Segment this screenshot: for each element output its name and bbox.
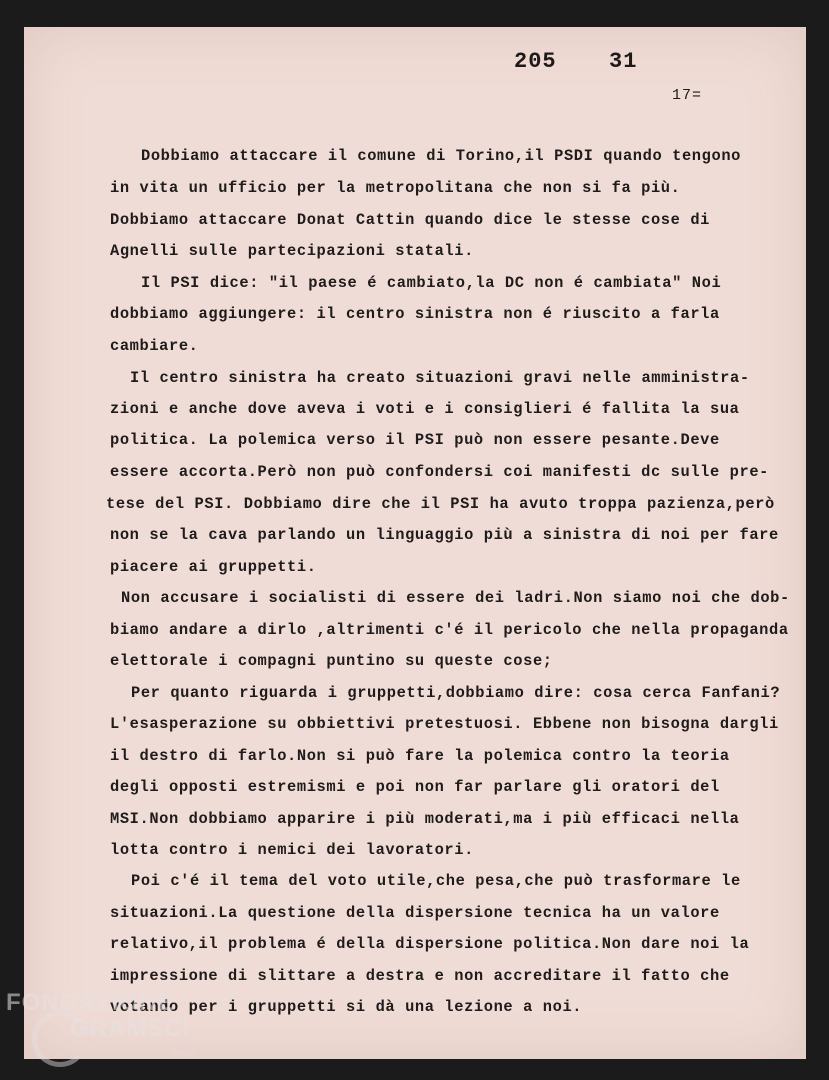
text-line: dobbiamo aggiungere: il centro sinistra non é riuscito a farla: [110, 305, 720, 323]
watermark-line3: onlus: [173, 1048, 195, 1058]
text-line: essere accorta.Però non può confondersi coi manifesti dc sulle pre-: [110, 463, 770, 481]
watermark-line2: GRAMSCI: [70, 1015, 191, 1042]
text-line: Agnelli sulle partecipazioni statali.: [110, 242, 474, 260]
text-line: zioni e anche dove aveva i voti e i consiglieri é fallita la sua: [110, 400, 740, 418]
text-line: Dobbiamo attaccare Donat Cattin quando dice le stesse cose di: [110, 211, 710, 229]
text-line: degli opposti estremismi e poi non far parlare gli oratori del: [110, 778, 720, 796]
text-line: Non accusare i socialisti di essere dei ladri.Non siamo noi che dob-: [121, 589, 790, 607]
text-line: votando per i gruppetti si dà una lezione a noi.: [110, 998, 583, 1016]
text-line: non se la cava parlando un linguaggio più a sinistra di noi per fare: [110, 526, 779, 544]
sheet-number: 31: [609, 49, 638, 74]
fondazione-gramsci-watermark: [0, 985, 220, 1075]
text-line: piacere ai gruppetti.: [110, 558, 317, 576]
text-line: MSI.Non dobbiamo apparire i più moderati,ma i più efficaci nella: [110, 810, 740, 828]
text-line: L'esasperazione su obbiettivi pretestuosi. Ebbene non bisogna dargli: [110, 715, 779, 733]
text-line: il destro di farlo.Non si può fare la polemica contro la teoria: [110, 747, 730, 765]
text-line: in vita un ufficio per la metropolitana che non si fa più.: [110, 179, 681, 197]
text-line: cambiare.: [110, 337, 199, 355]
text-line: politica. La polemica verso il PSI può non essere pesante.Deve: [110, 431, 720, 449]
archive-number: 205: [514, 49, 557, 74]
text-line: Per quanto riguarda i gruppetti,dobbiamo dire: cosa cerca Fanfani?: [131, 684, 781, 702]
text-line: impressione di slittare a destra e non accreditare il fatto che: [110, 967, 730, 985]
paper-edge: [802, 27, 806, 1059]
page-mark: 17=: [672, 87, 703, 104]
text-line: lotta contro i nemici dei lavoratori.: [110, 841, 474, 859]
text-line: Il PSI dice: "il paese é cambiato,la DC non é cambiata" Noi: [141, 274, 722, 292]
watermark-line1: FONDAZIONE: [6, 989, 175, 1016]
text-line: situazioni.La questione della dispersione tecnica ha un valore: [110, 904, 720, 922]
text-line: tese del PSI. Dobbiamo dire che il PSI ha avuto troppa pazienza,però: [106, 495, 775, 513]
text-line: Il centro sinistra ha creato situazioni gravi nelle amministra-: [130, 369, 750, 387]
text-line: relativo,il problema é della dispersione politica.Non dare noi la: [110, 935, 750, 953]
text-line: Dobbiamo attaccare il comune di Torino,il PSDI quando tengono: [141, 147, 741, 165]
text-line: elettorale i compagni puntino su queste cose;: [110, 652, 553, 670]
text-line: Poi c'é il tema del voto utile,che pesa,che può trasformare le: [131, 872, 741, 890]
text-line: biamo andare a dirlo ,altrimenti c'é il pericolo che nella propaganda: [110, 621, 789, 639]
